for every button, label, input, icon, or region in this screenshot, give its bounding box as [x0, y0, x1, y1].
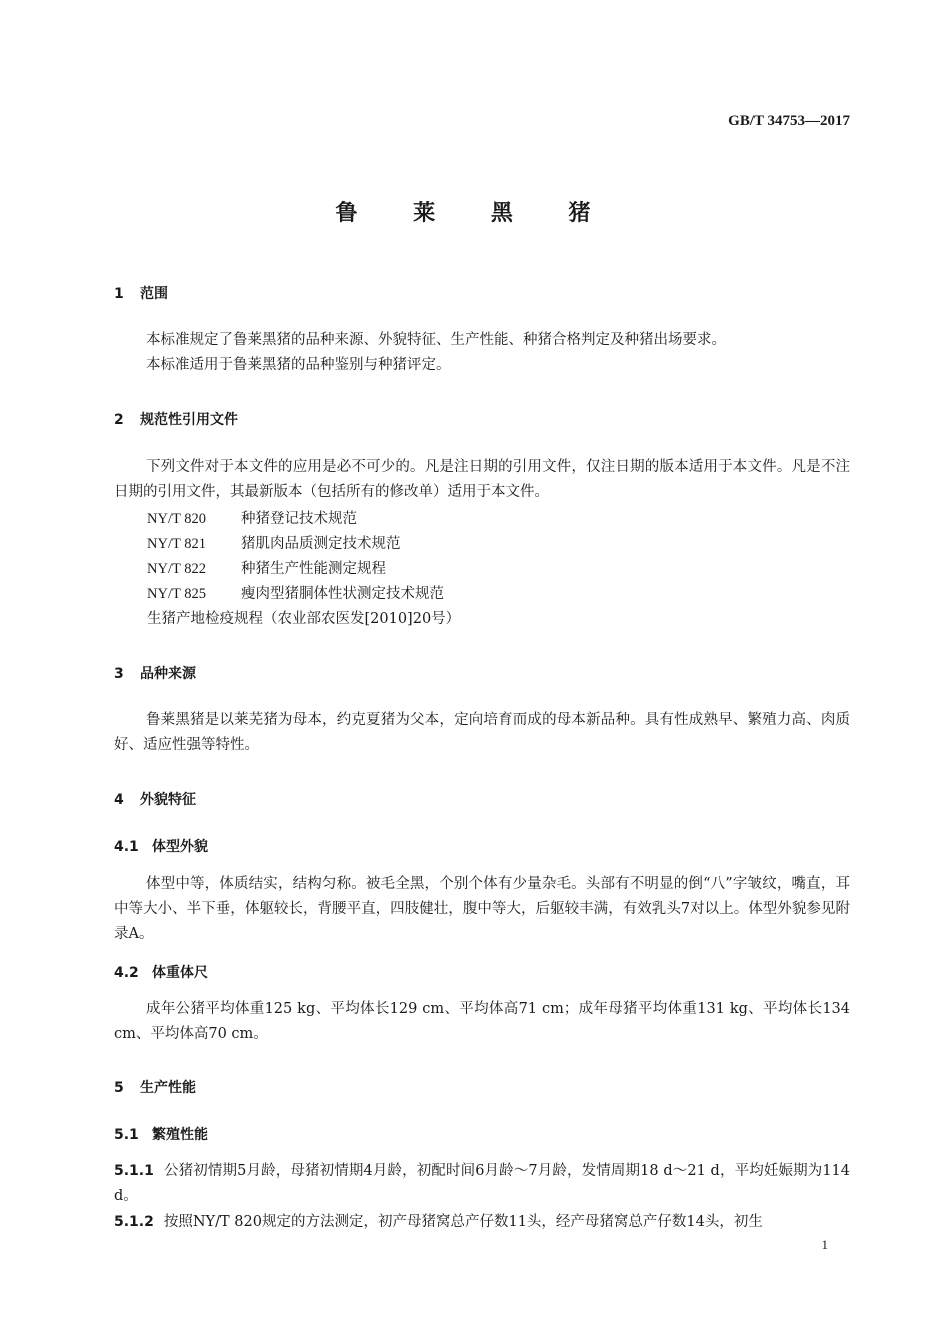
page-number: 1 [821, 1237, 828, 1252]
section-1-para-2: 本标准适用于鲁莱黑猪的品种鉴别与种猪评定。 [146, 357, 451, 373]
section-number: 5 [114, 1080, 124, 1096]
section-3-para-1: 鲁莱黑猪是以莱芜猪为母本，约克夏猪为父本，定向培育而成的母本新品种。具有性成熟早、繁殖力高、肉质好、适应性强等特性。 [114, 712, 850, 753]
section-title: 规范性引用文件 [140, 412, 238, 428]
section-number: 1 [114, 286, 124, 302]
reference-code: NY/T 822 [147, 561, 206, 577]
subsection-4-1-para: 体型中等，体质结实，结构匀称。被毛全黑，个别个体有少量杂毛。头部有不明显的倒“八”字皱纹，嘴直，耳中等大小、半下垂，体躯较长，背腰平直，四肢健壮，腹中等大，后躯较丰满，有效乳头7对以上。体型外貌参见附录A。 [114, 876, 850, 942]
subsection-4-1-heading [114, 836, 208, 856]
reference-item [147, 582, 444, 607]
clause-text: 按照NY/T 820规定的方法测定，初产母猪窝总产仔数11头，经产母猪窝总产仔数14头，初生 [163, 1214, 763, 1230]
subsection-number: 4.1 [114, 839, 139, 855]
reference-code: NY/T 821 [147, 536, 206, 552]
clause-number: 5.1.2 [114, 1214, 154, 1230]
reference-name: 猪肌肉品质测定技术规范 [241, 536, 401, 552]
clause-number: 5.1.1 [114, 1163, 154, 1179]
reference-code: NY/T 820 [147, 511, 206, 527]
section-1-heading [114, 283, 168, 303]
section-title: 生产性能 [140, 1080, 196, 1096]
section-title: 范围 [140, 286, 168, 302]
subsection-title: 体型外貌 [152, 839, 208, 855]
section-5-heading [114, 1077, 196, 1097]
section-4-heading [114, 789, 196, 809]
subsection-title: 繁殖性能 [152, 1127, 208, 1143]
document-title: 鲁 莱 黑 猪 [335, 201, 615, 226]
section-number: 3 [114, 666, 124, 682]
reference-name: 种猪生产性能测定规程 [241, 561, 386, 577]
reference-name: 种猪登记技术规范 [241, 511, 357, 527]
section-number: 4 [114, 792, 124, 808]
reference-item [147, 557, 386, 582]
standard-number: GB/T 34753—2017 [728, 113, 850, 129]
section-1-para-1: 本标准规定了鲁莱黑猪的品种来源、外貌特征、生产性能、种猪合格判定及种猪出场要求。 [146, 332, 726, 348]
section-title: 品种来源 [140, 666, 196, 682]
subsection-number: 5.1 [114, 1127, 139, 1143]
subsection-number: 4.2 [114, 965, 139, 981]
clause-text: 公猪初情期5月龄，母猪初情期4月龄，初配时间6月龄～7月龄，发情周期18 d～21 d，平均妊娠期为114 d。 [114, 1163, 850, 1204]
reference-item [147, 507, 357, 532]
section-title: 外貌特征 [140, 792, 196, 808]
reference-code: NY/T 825 [147, 586, 206, 602]
subsection-5-1-heading [114, 1124, 208, 1144]
subsection-title: 体重体尺 [152, 965, 208, 981]
reference-name: 瘦肉型猪胴体性状测定技术规范 [241, 586, 444, 602]
section-2-para-1: 下列文件对于本文件的应用是必不可少的。凡是注日期的引用文件，仅注日期的版本适用于本文件。凡是不注日期的引用文件，其最新版本（包括所有的修改单）适用于本文件。 [114, 459, 850, 500]
reference-item-quarantine: 生猪产地检疫规程（农业部农医发[2010]20号） [147, 611, 461, 627]
clause-5-1-2 [114, 1210, 850, 1235]
section-3-heading [114, 663, 196, 683]
subsection-4-2-heading [114, 962, 208, 982]
clause-5-1-1 [114, 1159, 850, 1209]
section-2-heading [114, 409, 238, 429]
reference-item [147, 532, 401, 557]
subsection-4-2-para: 成年公猪平均体重125 kg、平均体长129 cm、平均体高71 cm；成年母猪平均体重131 kg、平均体长134 cm、平均体高70 cm。 [114, 1001, 850, 1042]
section-number: 2 [114, 412, 124, 428]
